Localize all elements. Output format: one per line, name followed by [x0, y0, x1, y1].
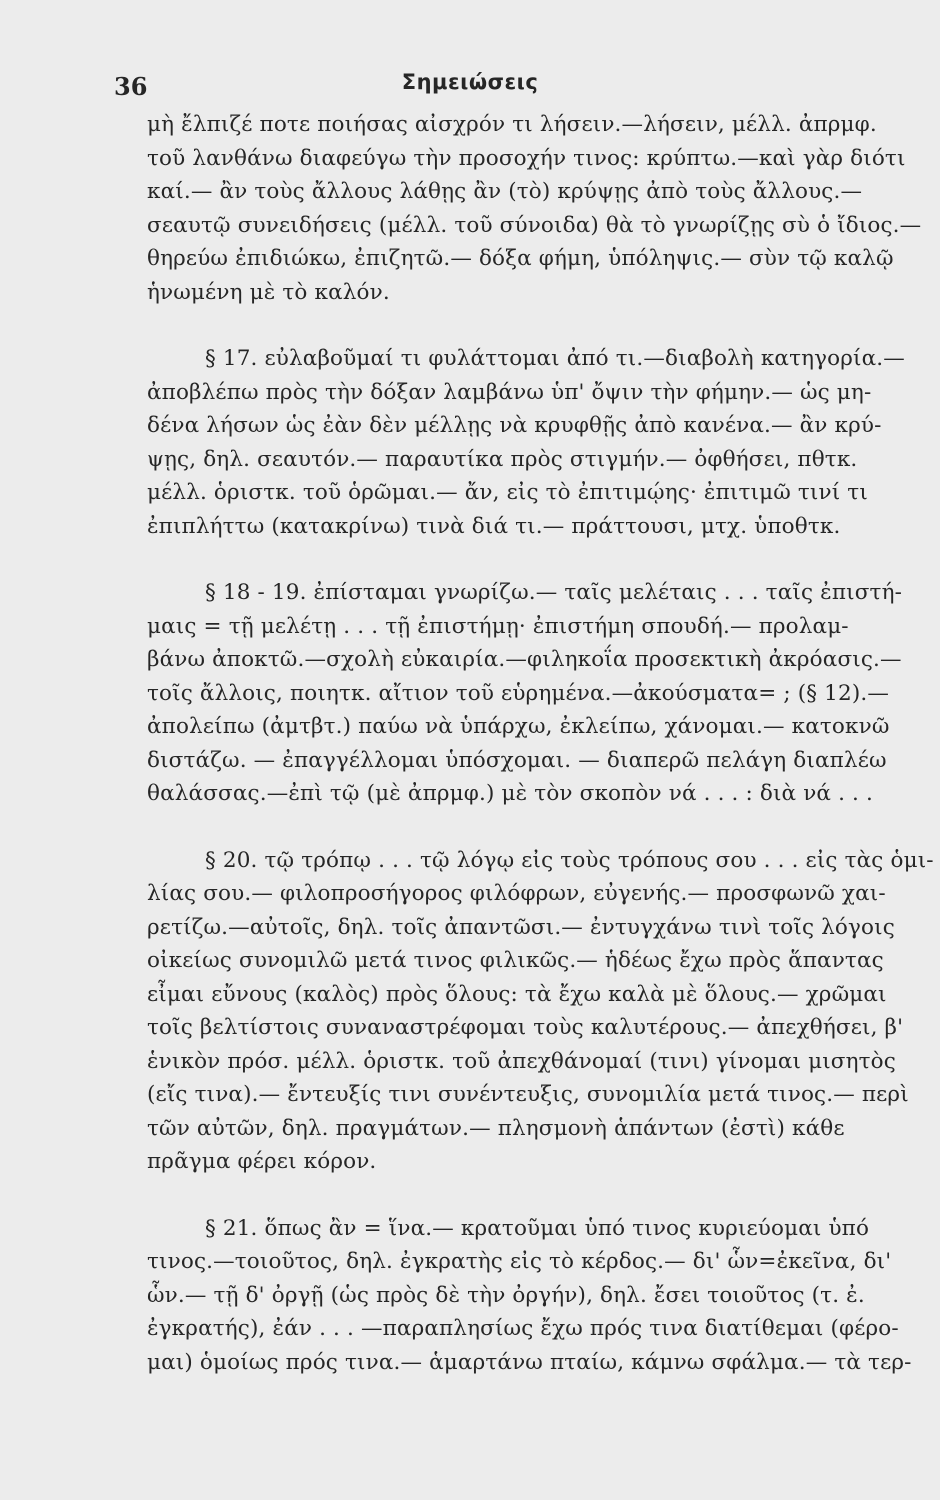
text-line: εἶμαι εὔνους (καλὸς) πρὸς ὅλους: τὰ ἔχω καλὰ μὲ ὅλους.— χρῶμαι — [147, 981, 887, 1007]
notes-body — [147, 108, 940, 1379]
section-heading-line: § 18 - 19. ἐπίσταμαι γνωρίζω.— ταῖς μελέταις . . . ταῖς ἐπιστή- — [205, 580, 903, 605]
text-line: μὴ ἔλπιζέ ποτε ποιήσας αἰσχρόν τι λήσειν.—λήσειν, μέλλ. ἀπρμφ. — [147, 112, 877, 137]
text-line: καί.— ἂν τοὺς ἄλλους λάθῃς ἂν (τὸ) κρύψῃς ἀπὸ τοὺς ἄλλους.— — [147, 179, 863, 204]
text-line: τῶν αὐτῶν, δηλ. πραγμάτων.— πλησμονὴ ἁπάντων (ἐστὶ) κάθε — [147, 1115, 845, 1141]
paragraph-intro — [147, 108, 940, 309]
text-line: λίας σου.— φιλοπροσήγορος φιλόφρων, εὐγενής.— προσφωνῶ χαι- — [147, 881, 886, 906]
running-head: Σημειώσεις — [401, 70, 539, 94]
text-line: ψῃς, δηλ. σεαυτόν.— παραυτίκα πρὸς στιγμήν.— ὀφθήσει, πθτκ. — [147, 446, 858, 472]
section-heading-line: § 21. ὅπως ἂν = ἵνα.— κρατοῦμαι ὑπό τινος κυριεύομαι ὑπό — [205, 1215, 870, 1241]
paragraph-section-17 — [147, 342, 940, 543]
text-line: μέλλ. ὁριστκ. τοῦ ὁρῶμαι.— ἄν, εἰς τὸ ἐπιτιμῴης· ἐπιτιμῶ τινί τι — [147, 480, 868, 505]
text-line: ὧν.— τῇ δ' ὀργῇ (ὡς πρὸς δὲ τὴν ὀργήν), δηλ. ἔσει τοιοῦτος (τ. ἐ. — [147, 1282, 865, 1308]
text-line: θηρεύω ἐπιδιώκω, ἐπιζητῶ.— δόξα φήμη, ὑπόληψις.— σὺν τῷ καλῷ — [147, 246, 894, 271]
text-line: διστάζω. — ἐπαγγέλλομαι ὑπόσχομαι. — διαπερῶ πελάγη διαπλέω — [147, 747, 887, 773]
text-line: δένα λήσων ὡς ἐὰν δὲν μέλλῃς νὰ κρυφθῇς ἀπὸ κανένα.— ἂν κρύ- — [147, 413, 882, 438]
text-line: ἀποβλέπω πρὸς τὴν δόξαν λαμβάνω ὑπ' ὄψιν τὴν φήμην.— ὡς μη- — [147, 379, 872, 405]
paragraph-section-20 — [147, 844, 940, 1179]
text-line: θαλάσσας.—ἐπὶ τῷ (μὲ ἀπρμφ.) μὲ τὸν σκοπὸν νά . . . : διὰ νά . . . — [147, 781, 874, 806]
text-line: πρᾶγμα φέρει κόρον. — [147, 1149, 377, 1174]
section-heading-line: § 20. τῷ τρόπῳ . . . τῷ λόγῳ εἰς τοὺς τρόπους σου . . . εἰς τὰς ὁμι- — [205, 847, 934, 873]
section-heading-line: § 17. εὐλαβοῦμαί τι φυλάττομαι ἀπό τι.—διαβολὴ κατηγορία.— — [205, 346, 905, 371]
text-line: τοῖς ἄλλοις, ποιητκ. αἴτιον τοῦ εὑρημένα.—ἀκούσματα= ; (§ 12).— — [147, 680, 889, 706]
paragraph-section-18-19 — [147, 576, 940, 811]
text-line: τινος.—τοιοῦτος, δηλ. ἐγκρατὴς εἰς τὸ κέρδος.— δι' ὧν=ἐκεῖνα, δι' — [147, 1249, 892, 1274]
text-line: ἐπιπλήττω (κατακρίνω) τινὰ διά τι.— πράττουσι, μτχ. ὑποθτκ. — [147, 513, 841, 539]
text-line: ἐγκρατής), ἐάν . . . —παραπλησίως ἔχω πρός τινα διατίθεμαι (φέρο- — [147, 1316, 899, 1341]
text-line: μαις = τῇ μελέτῃ . . . τῇ ἐπιστήμῃ· ἐπιστήμη σπουδή.— προλαμ- — [147, 613, 849, 639]
text-line: ἡνωμένη μὲ τὸ καλόν. — [147, 279, 390, 305]
text-line: τοῖς βελτίστοις συναναστρέφομαι τοὺς καλυτέρους.— ἀπεχθήσει, β' — [147, 1015, 904, 1040]
text-line: (εἴς τινα).— ἔντευξίς τινι συνέντευξις, συνομιλία μετά τινος.— περὶ — [147, 1082, 909, 1107]
text-line: τοῦ λανθάνω διαφεύγω τὴν προσοχήν τινος: κρύπτω.—καὶ γὰρ διότι — [147, 145, 906, 171]
text-line: μαι) ὁμοίως πρός τινα.— ἁμαρτάνω πταίω, κάμνω σφάλμα.— τὰ τερ- — [147, 1349, 912, 1375]
paragraph-section-21 — [147, 1212, 940, 1380]
text-line: ρετίζω.—αὐτοῖς, δηλ. τοῖς ἀπαντῶσι.— ἐντυγχάνω τινὶ τοῖς λόγοις — [147, 914, 895, 940]
text-line: ἑνικὸν πρόσ. μέλλ. ὁριστκ. τοῦ ἀπεχθάνομαί (τινι) γίνομαι μισητὸς — [147, 1048, 896, 1074]
text-line: οἰκείως συνομιλῶ μετά τινος φιλικῶς.— ἡδέως ἔχω πρὸς ἅπαντας — [147, 948, 884, 973]
text-line: σεαυτῷ συνειδήσεις (μέλλ. τοῦ σύνοιδα) θὰ τὸ γνωρίζῃς σὺ ὁ ἴδιος.— — [147, 212, 922, 238]
text-line: βάνω ἀποκτῶ.—σχολὴ εὐκαιρία.—φιληκοΐα προσεκτικὴ ἀκρόασις.— — [147, 647, 902, 672]
page-number: 36 — [114, 72, 148, 101]
text-line: ἀπολείπω (ἀμτβτ.) παύω νὰ ὑπάρχω, ἐκλείπω, χάνομαι.— κατοκνῶ — [147, 714, 890, 739]
